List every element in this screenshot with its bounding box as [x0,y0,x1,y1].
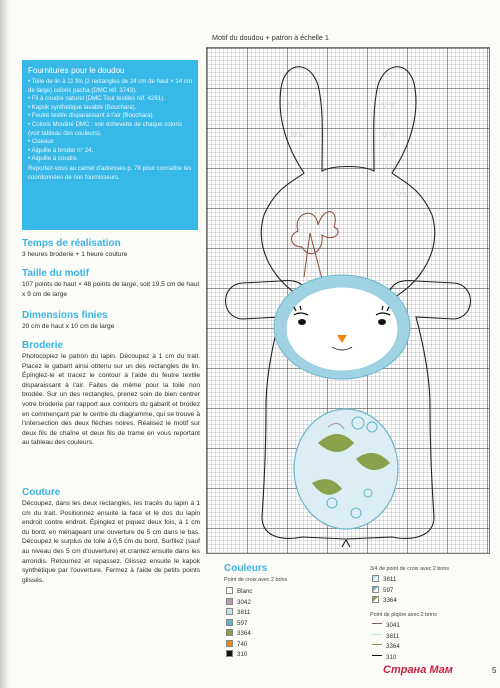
colour-code: 3364 [237,630,251,637]
legend-row [226,619,247,628]
colour-swatch-icon [226,650,233,657]
colour-swatch-icon [226,629,233,636]
backstitch-line-icon [372,634,382,635]
embroidery-title: Broderie [22,340,64,351]
supply-item: • Aiguille à broder n° 24. [28,147,192,156]
size-section [22,268,200,299]
easter-egg [294,409,398,529]
legend-row [226,629,251,638]
legend-row [226,650,247,659]
legend-row [372,653,396,662]
sewing-title: Couture [22,487,61,498]
supply-item: • Toile de lin à 11 fils (2 rectangles de 24 cm de haut × 14 cm de large) coloris pacha (DMC réf. 3743). [28,78,192,95]
left-eye [298,319,306,325]
svg-text:▽ ▽: ▽ ▽ [382,132,395,139]
colour-swatch-icon [372,596,379,603]
legend-row [372,575,396,584]
colour-swatch-icon [226,608,233,615]
svg-text:▽ ▽: ▽ ▽ [396,192,409,199]
supplies-note: Reportez-vous au carnet d'adresses p. 78 pour connaître les coordonnées de nos fournisseurs. [28,164,192,181]
legend-row [372,642,400,651]
legend-row [226,587,252,596]
svg-text:▽ ▽: ▽ ▽ [292,132,305,139]
colour-code: 597 [237,619,248,627]
size-text: 107 points de haut × 48 points de large, soit 19,5 cm de haut x 9 cm de large [22,281,200,298]
dimensions-section [22,310,200,332]
legend-row [226,640,247,649]
colour-code: Blanc [237,588,253,595]
page-number: 5 [492,666,497,675]
legend-row [372,586,393,595]
colour-code: 597 [383,586,394,594]
colour-swatch-icon [226,598,233,605]
page-spine-shadow [0,0,10,688]
colours-title: Couleurs [224,563,268,574]
bunny-face [286,287,398,371]
colour-code: 3811 [386,632,400,640]
colour-swatch-icon [372,586,379,593]
legend-row [372,632,399,641]
colour-code: 310 [386,653,397,661]
supply-item: • Ciseaux [28,138,192,147]
svg-text:▽ ▽: ▽ ▽ [382,164,395,171]
time-text: 3 heures broderie + 1 heure couture [22,251,128,258]
legend-row [226,608,250,617]
supply-item: • Fil à coudre naturel (DMC Tout textiles réf. 4261). [28,95,192,104]
backstitch-line-icon [372,623,382,624]
supply-item: • Coloris Mouliné DMC : voir échevette de chaque coloris (voir tableau des couleurs). [28,121,192,138]
backstitch-heading: Point de piqûre avec 2 brins [370,612,437,618]
bunny-motif [206,47,490,554]
time-section [22,238,200,260]
time-title: Temps de réalisation [22,238,121,249]
colour-swatch-icon [226,587,233,594]
butterfly-motif [292,212,338,279]
supply-item: • Aiguille à coudre. [28,155,192,164]
supply-item: • Feutre textile disparaissant à l'air (Bouchara). [28,112,192,121]
colour-code: 3364 [386,643,400,650]
sewing-section [22,487,200,585]
size-title: Taille du motif [22,268,90,279]
backstitch-line-icon [372,655,382,656]
legend-row [372,621,400,630]
colour-code: 3041 [386,622,400,629]
dimensions-text: 20 cm de haut x 10 cm de large [22,323,115,330]
chart-title: Motif du doudou + patron à échelle 1 [212,33,329,42]
colour-code: 3811 [237,609,251,616]
legend-row [226,598,251,607]
three-quarter-heading: 3/4 de point de croix avec 2 brins [370,566,450,572]
colour-swatch-icon [226,619,233,626]
colour-swatch-icon [226,640,233,647]
ear-symbols [288,102,409,199]
sewing-text: Découpez, dans les deux rectangles, les tracés du lapin à 1 cm du trait. Positionnez ensuite la face et le dos du lapin endroit contre endroit. Épinglez et piquez deux fois, à 1 cm du bord, en ménageant une ouverture de 5 cm dans le bas. Découpez le surplus de toile à 0,5 cm du bord. Surfilez (sauf au niveau des 5 cm d'ouverture) et crantez ensuite dans les arrondis. Retournez et repassez. Glissez ensuite le kapok synthétique par l'ouverture. Fermez à l'aide de petits points glissés. [22,500,200,584]
backstitch-line-icon [372,644,382,645]
legend-row [372,596,397,605]
embroidery-section [22,340,200,448]
colour-swatch-icon [372,575,379,582]
colour-code: 3042 [237,598,251,606]
colour-code: 310 [237,651,248,658]
center-arrow [342,540,350,547]
colour-code: 3811 [383,576,397,583]
supply-item: • Kapok synthétique lavable (Bouchara). [28,104,192,113]
right-eye [378,319,386,325]
dimensions-title: Dimensions finies [22,310,108,321]
cross-stitch-heading: Point de croix avec 2 brins [224,577,288,583]
supplies-box [22,60,198,230]
supplies-title: Fournitures pour le doudou [28,66,125,75]
watermark: Страна Мам [383,664,453,676]
svg-text:▽ ▽ ▽: ▽ ▽ ▽ [288,102,309,109]
svg-text:▽ ▽: ▽ ▽ [382,102,395,109]
colour-code: 3364 [383,597,397,604]
colour-code: 740 [237,640,248,648]
embroidery-text: Photocopiez le patron du lapin. Découpez à 1 cm du trait. Placez le gabarit ainsi obtenu sur un des rectangles de lin. Épinglez-le et tracez le contour à l'aide du feutre textile disparaissant à l'air. Faites de même pour la toile non brodée. Sur un des rectangles, prenez soin de bien centrer votre broderie par rapport aux contours du gabarit et brodez en commençant par le centre du diagramme, qui se trouve à l'intersection des deux flèches noires. Réalisez le motif sur deux fils de chaîne et deux fils de trame en vous reportant au tableau des couleurs. [22,353,200,447]
